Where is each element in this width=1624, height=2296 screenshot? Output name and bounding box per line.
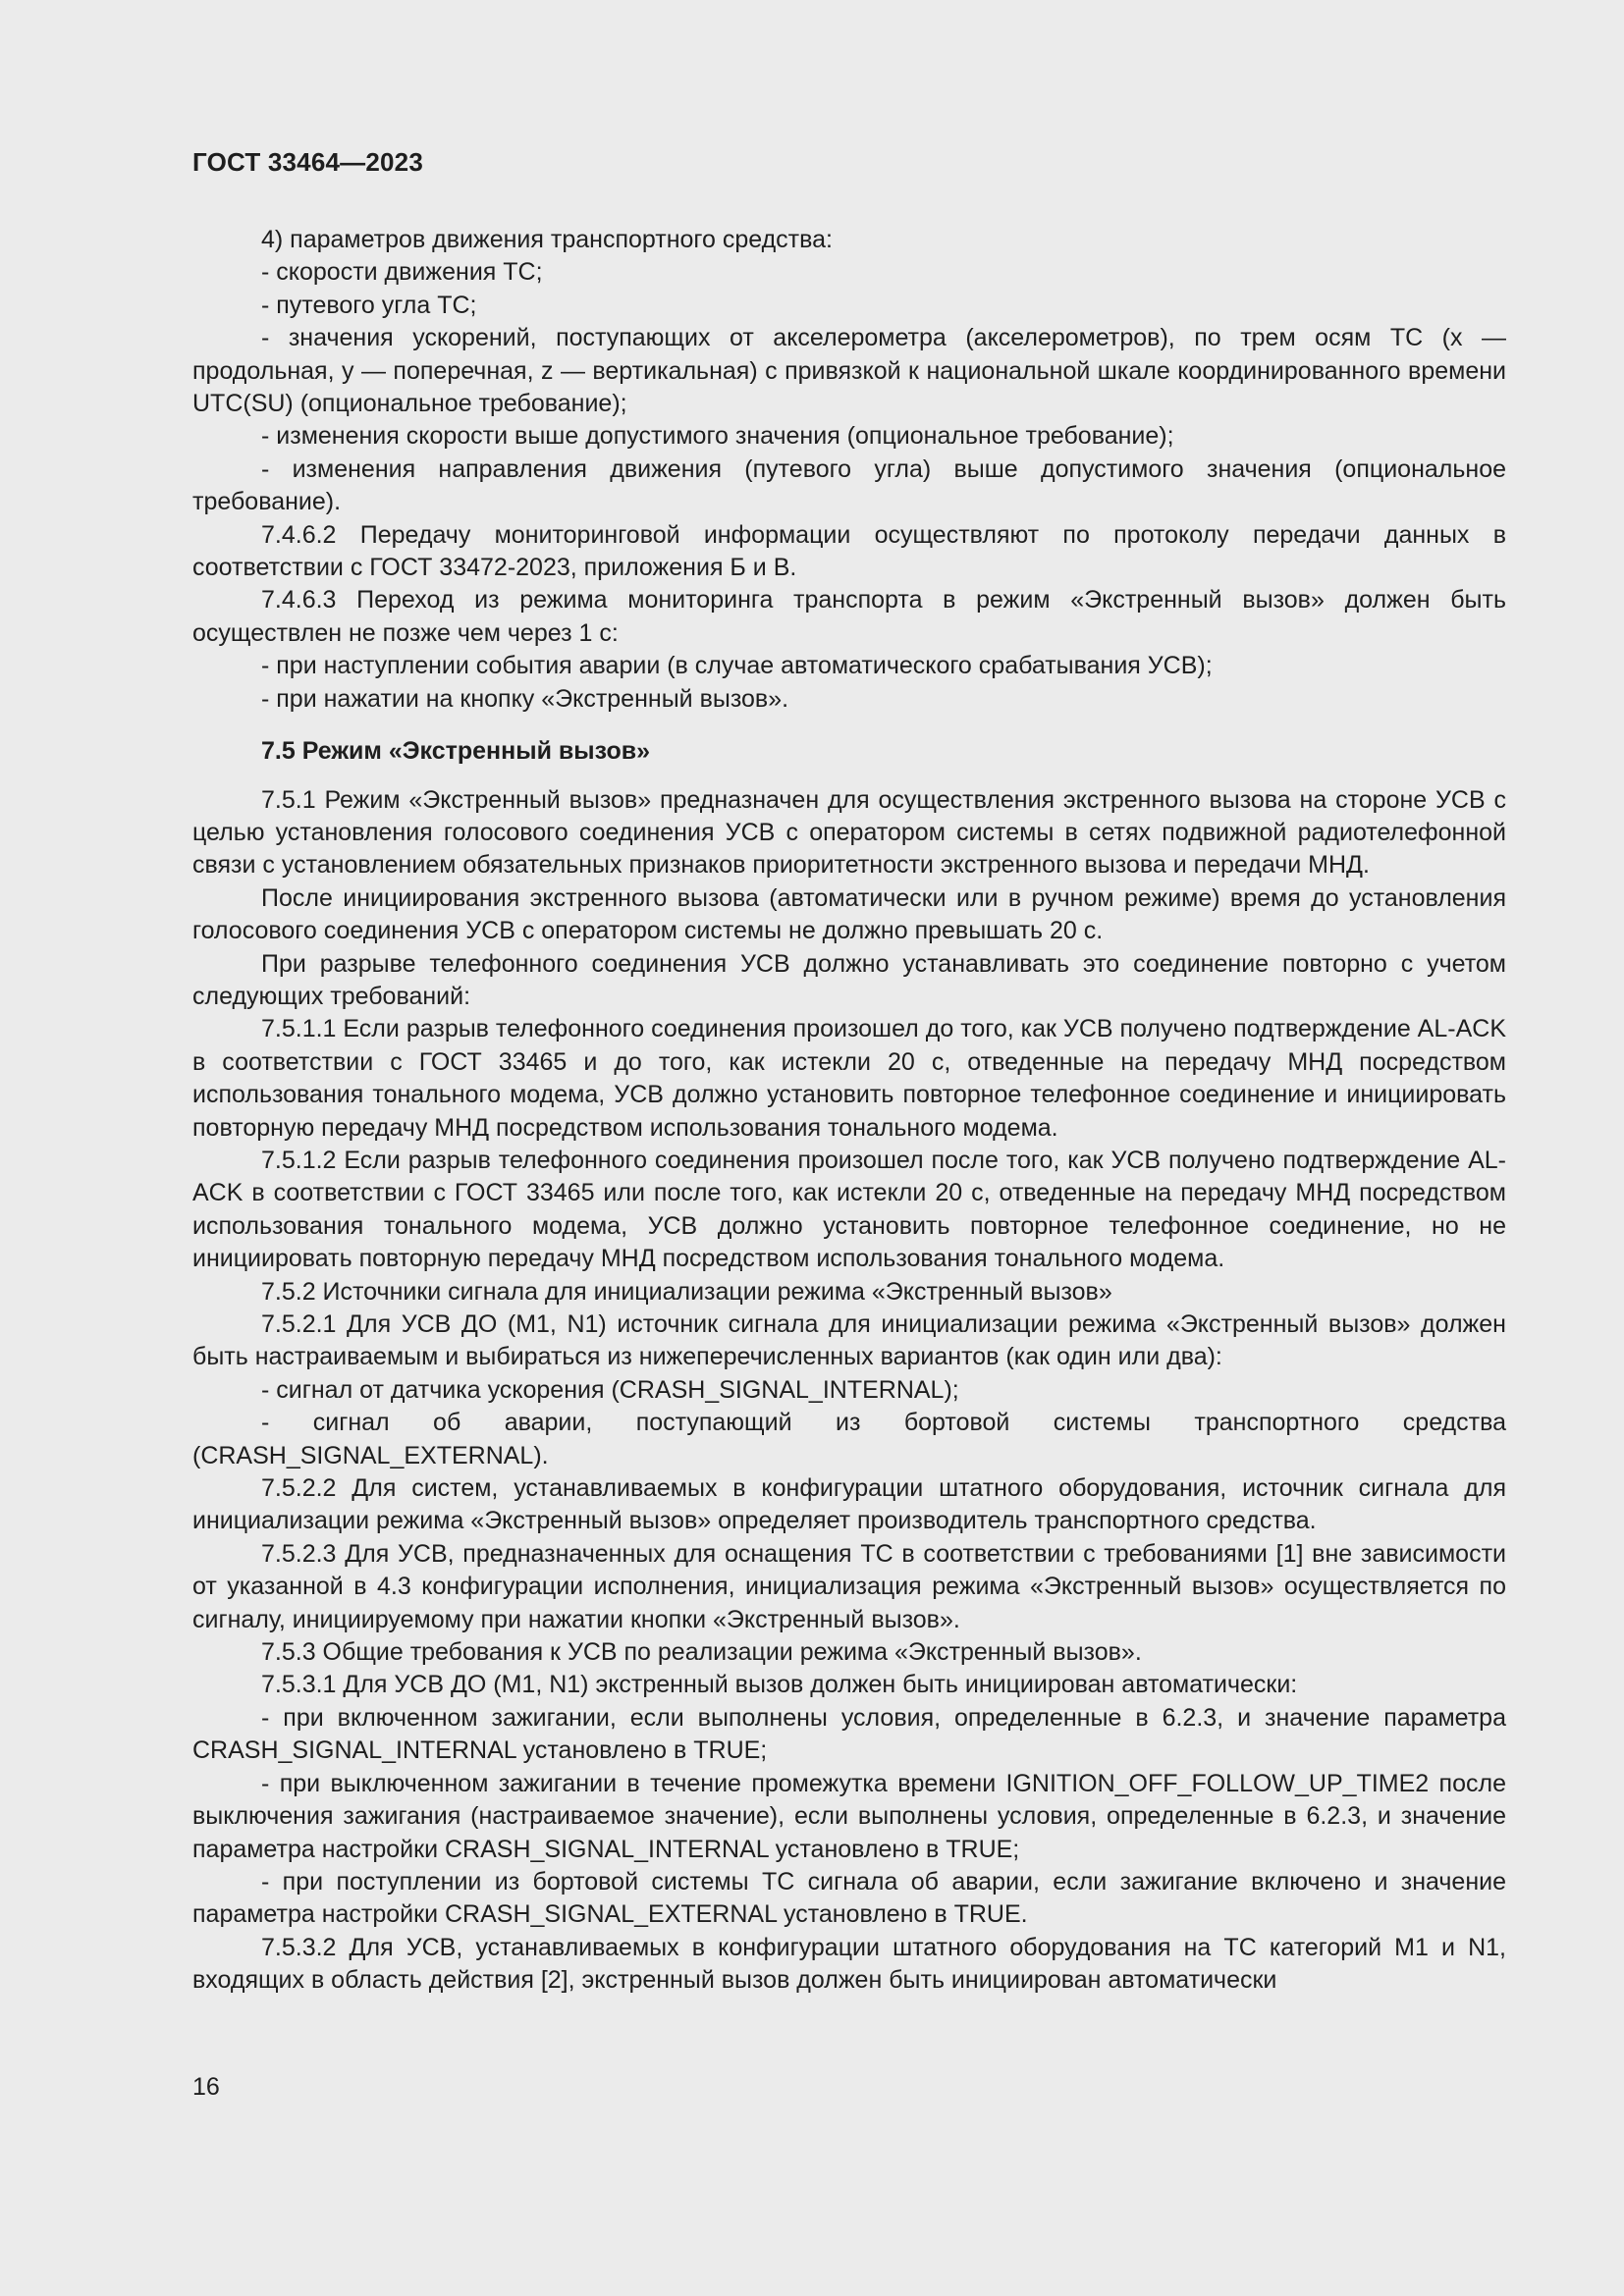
paragraph: 7.5.3 Общие требования к УСВ по реализации режима «Экстренный вызов». [261,1638,1142,1667]
page-number: 16 [192,2073,220,2101]
paragraph: - изменения направления движения (путевого угла) выше допустимого значения (опциональное требование). [192,454,1506,516]
paragraph: 4) параметров движения транспортного средства: [261,226,833,253]
paragraph: После инициирования экстренного вызова (автоматически или в ручном режиме) время до установления голосового соединения УСВ с оператором системы не должно превышать 20 с. [192,883,1506,945]
paragraph: 7.4.6.3 Переход из режима мониторинга транспорта в режим «Экстренный вызов» должен быть осуществлен не позже чем через 1 с: [192,586,1506,647]
paragraph: 7.5.2.1 Для УСВ ДО (M1, N1) источник сигнала для инициализации режима «Экстренный вызов» должен быть настраиваемым и выбираться из нижеперечисленных вариантов (как один или два): [192,1310,1506,1371]
paragraph: - путевого угла ТС; [261,291,477,319]
paragraph: - значения ускорений, поступающих от акселерометра (акселерометров), по трем осям ТС (x — продольная, y — поперечная, z — вертикальная) с привязкой к национальной шкале координированного времени UTC(SU) (опциональное требование); [192,324,1506,418]
section-title: 7.5 Режим «Экстренный вызов» [261,737,650,766]
paragraph: 7.5.1.1 Если разрыв телефонного соединения произошел до того, как УСВ получено подтверждение AL-ACK в соответствии с ГОСТ 33465 и до того, как истекли 20 с, отведенные на передачу МНД посредством использования тонального модема, УСВ должно установить повторное телефонное соединение и инициировать повторную передачу МНД посредством использования тонального модема. [192,1015,1506,1142]
paragraph: - при включенном зажигании, если выполнены условия, определенные в 6.2.3, и значение параметра CRASH_SIGNAL_INTERNAL установлено в TRUE; [192,1703,1506,1765]
paragraph: - скорости движения ТС; [261,258,543,287]
paragraph: При разрыве телефонного соединения УСВ должно устанавливать это соединение повторно с учетом следующих требований: [192,949,1506,1010]
paragraph: 7.5.1 Режим «Экстренный вызов» предназначен для осуществления экстренного вызова на стороне УСВ с целью установления голосового соединения УСВ с оператором системы в сетях подвижной радиотелефонной связи с установлением обязательных признаков приоритетности экстренного вызова и передачи МНД. [192,785,1506,880]
paragraph: - сигнал об аварии, поступающий из бортовой системы транспортного средства (CRASH_SIGNAL_EXTERNAL). [192,1409,1506,1469]
paragraph: 7.4.6.2 Передачу мониторинговой информации осуществляют по протоколу передачи данных в соответствии с ГОСТ 33472-2023, приложения Б и В. [192,520,1506,582]
paragraph: - при наступлении события аварии (в случае автоматического срабатывания УСВ); [261,652,1213,680]
paragraph: 7.5.2 Источники сигнала для инициализации режима «Экстренный вызов» [261,1277,1112,1306]
paragraph: - при нажатии на кнопку «Экстренный вызов». [261,684,789,713]
paragraph: 7.5.2.2 Для систем, устанавливаемых в конфигурации штатного оборудования, источник сигнала для инициализации режима «Экстренный вызов» определяет производитель транспортного средства. [192,1474,1506,1535]
paragraph: - при выключенном зажигании в течение промежутка времени IGNITION_OFF_FOLLOW_UP_TIME2 после выключения зажигания (настраиваемое значение), если выполнены условия, определенные в 6.2.3, и значение параметра настройки CRASH_SIGNAL_INTERNAL установлено в TRUE; [192,1769,1506,1863]
paragraph: 7.5.2.3 Для УСВ, предназначенных для оснащения ТС в соответствии с требованиями [1] вне зависимости от указанной в 4.3 конфигурации исполнения, инициализация режима «Экстренный вызов» осуществляется по сигналу, инициируемому при нажатии кнопки «Экстренный вызов». [192,1539,1506,1633]
paragraph: - при поступлении из бортовой системы ТС сигнала об аварии, если зажигание включено и значение параметра настройки CRASH_SIGNAL_EXTERNAL установлено в TRUE. [192,1867,1506,1929]
paragraph: 7.5.3.2 Для УСВ, устанавливаемых в конфигурации штатного оборудования на ТС категорий M1 и N1, входящих в область действия [2], экстренный вызов должен быть инициирован автоматически [192,1933,1506,1995]
paragraph: 7.5.3.1 Для УСВ ДО (M1, N1) экстренный вызов должен быть инициирован автоматически: [261,1671,1298,1699]
paragraph: 7.5.1.2 Если разрыв телефонного соединения произошел после того, как УСВ получено подтверждение AL-ACK в соответствии с ГОСТ 33465 или после того, как истекли 20 с, отведенные на передачу МНД посредством использования тонального модема, УСВ должно установить повторное телефонное соединение, но не инициировать повторную передачу МНД посредством использования тонального модема. [192,1146,1506,1273]
document-body [192,224,1506,1998]
paragraph: - изменения скорости выше допустимого значения (опциональное требование); [261,422,1174,451]
paragraph: - сигнал от датчика ускорения (CRASH_SIGNAL_INTERNAL); [261,1375,959,1404]
document-header: ГОСТ 33464—2023 [192,147,423,177]
